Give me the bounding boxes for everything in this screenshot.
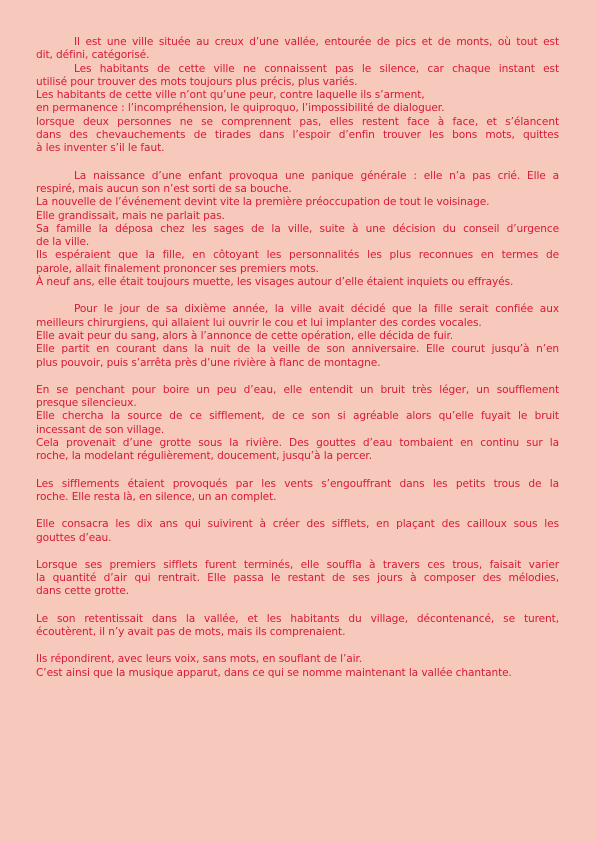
text-line: gouttes d’eau. bbox=[36, 531, 112, 544]
text-line: à les inventer s’il le faut. bbox=[36, 142, 165, 155]
paragraph bbox=[36, 36, 559, 156]
text-line: lorsque deux personnes ne se comprennent pas, elles restent face à face, et s’élancent bbox=[36, 115, 559, 128]
text-line: Il est une ville située au creux d’une vallée, entourée de pics et de monts, où tout est bbox=[74, 36, 559, 48]
paragraph bbox=[36, 478, 559, 505]
paragraph bbox=[36, 559, 559, 599]
text-line: À neuf ans, elle était toujours muette, les visages autour d’elle étaient inquiets ou effrayés. bbox=[36, 276, 514, 289]
text-line: Le son retentissait dans la vallée, et les habitants du village, décontenancé, se turent, bbox=[36, 612, 559, 625]
text-line: Ils répondirent, avec leurs voix, sans mots, en souflant de l’air. bbox=[36, 653, 363, 666]
paragraph bbox=[36, 384, 559, 464]
text-line: Les habitants de cette ville ne connaissent pas le silence, car chaque instant est bbox=[74, 62, 559, 75]
paragraph bbox=[36, 653, 559, 680]
text-line: incessant de son village. bbox=[36, 423, 165, 436]
text-line: La nouvelle de l’événement devint vite la première préoccupation de tout le voisinage. bbox=[36, 196, 490, 209]
text-line: dans cette grotte. bbox=[36, 585, 130, 598]
text-line: écoutèrent, il n’y avait pas de mots, mais ils comprenaient. bbox=[36, 625, 346, 638]
text-line: Elle chercha la source de ce sifflement, de ce son si agréable alors qu’elle fuyait le bruit bbox=[36, 410, 559, 423]
text-line: Sa famille la déposa chez les sages de la ville, suite à une décision du conseil d’urgence bbox=[36, 222, 559, 235]
text-line: En se penchant pour boire un peu d’eau, elle entendit un bruit très léger, un soufflement bbox=[36, 383, 559, 396]
text-line: en permanence : l’incompréhension, le quiproquo, l’impossibilité de dialoguer. bbox=[36, 102, 445, 115]
paragraph bbox=[36, 170, 559, 290]
text-line: Elle consacra les dix ans qui suivirent à créer des sifflets, en plaçant des cailloux sous les bbox=[36, 518, 559, 531]
text-line: Les habitants de cette ville n’ont qu’une peur, contre laquelle ils s’arment, bbox=[36, 89, 425, 102]
text-line: dit, défini, catégorisé. bbox=[36, 49, 150, 62]
text-line: Cela provenait d’une grotte sous la rivière. Des gouttes d’eau tombaient en continu sur la bbox=[36, 437, 559, 450]
text-line: La naissance d’une enfant provoqua une panique générale : elle n’a pas crié. Elle a bbox=[74, 169, 559, 182]
text-line: Ils espéraient que la fille, en côtoyant les personnalités les plus reconnues en termes de bbox=[36, 249, 559, 262]
text-line: roche. Elle resta là, en silence, un an complet. bbox=[36, 490, 277, 503]
text-line: presque silencieux. bbox=[36, 397, 137, 410]
text-line: Lorsque ses premiers sifflets furent terminés, elle souffla à travers ces trous, faisait varier bbox=[36, 558, 559, 571]
paragraph bbox=[36, 303, 559, 369]
text-line: respiré, mais aucun son n’est sorti de sa bouche. bbox=[36, 182, 292, 195]
text-line: Elle grandissait, mais ne parlait pas. bbox=[36, 209, 225, 222]
text-line: C’est ainsi que la musique apparut, dans ce qui se nomme maintenant la vallée chantante. bbox=[36, 666, 512, 679]
paragraph bbox=[36, 518, 559, 545]
text-line: parole, allait finalement prononcer ses premiers mots. bbox=[36, 262, 319, 275]
text-line: Elle partit en courant dans la nuit de la veille de son anniversaire. Elle courut jusqu’à n’en bbox=[36, 343, 559, 356]
text-line: meilleurs chirurgiens, qui allaient lui ouvrir le cou et lui implanter des cordes vocales. bbox=[36, 316, 482, 329]
text-line: plus pouvoir, puis s’arrêta près d’une rivière à flanc de montagne. bbox=[36, 356, 381, 369]
text-line: Pour le jour de sa dixième année, la ville avait décidé que la fille serait confiée aux bbox=[74, 303, 559, 316]
text-line: de la ville. bbox=[36, 236, 90, 249]
paragraph bbox=[36, 613, 559, 640]
text-line: utilisé pour trouver des mots toujours plus précis, plus variés. bbox=[36, 75, 358, 88]
text-line: la quantité d’air qui rentrait. Elle passa le restant de ses jours à composer des mélodies, bbox=[36, 572, 559, 585]
text-line: dans des chevauchements de tirades dans l’espoir d’enfin trouver les bons mots, quittes bbox=[36, 129, 559, 142]
text-line: Les sifflements étaient provoqués par les vents s’engouffrant dans les petits trous de la bbox=[36, 477, 559, 490]
text-line: Elle avait peur du sang, alors à l’annonce de cette opération, elle décida de fuir. bbox=[36, 329, 454, 342]
text-line: roche, la modelant régulièrement, doucement, jusqu’à la percer. bbox=[36, 450, 372, 463]
